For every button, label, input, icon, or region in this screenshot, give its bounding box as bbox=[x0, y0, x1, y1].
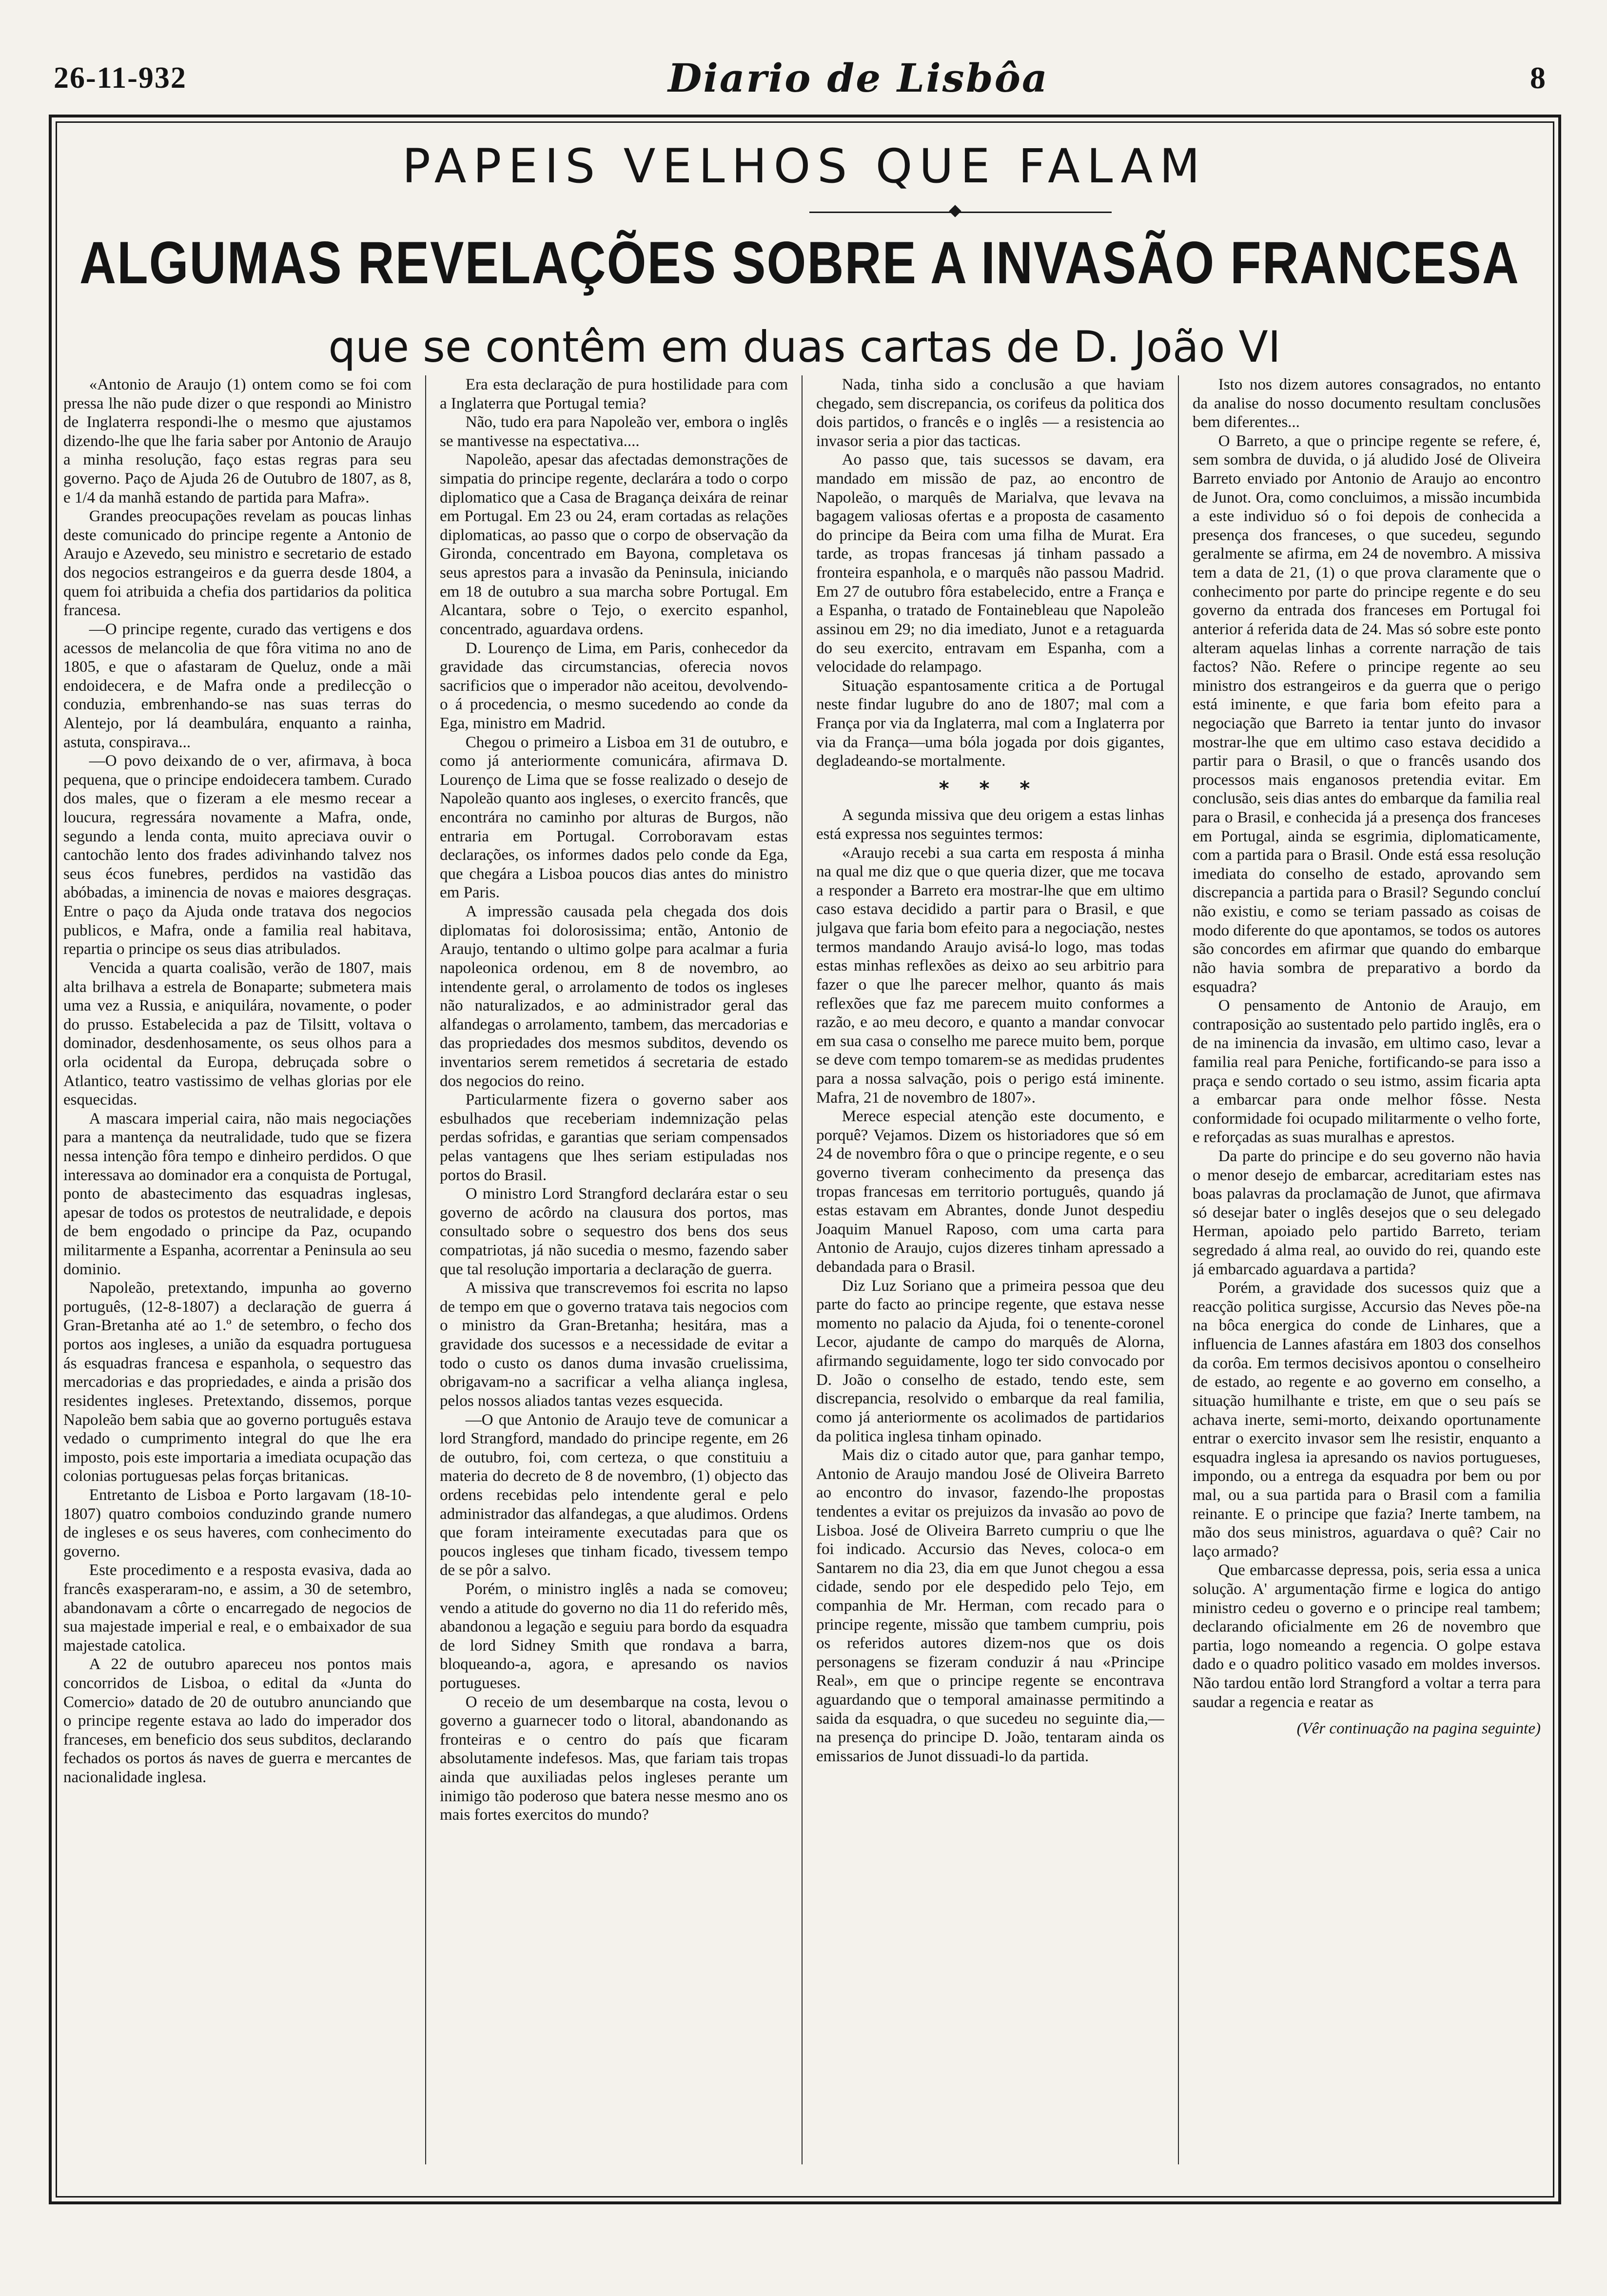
paragraph: A 22 de outubro apareceu nos pontos mais concorridos de Lisboa, o edital da «Junta do Comercio» datado de 20 de outubro anunciando que o principe regente estava ao lado do imperador dos franceses, em beneficio dos seus subditos, declarando fechados os portos ás naves de guerra e mercantes de nacionalidade inglesa. bbox=[63, 1655, 412, 1787]
column-divider bbox=[425, 375, 426, 2164]
paragraph: Merece especial atenção este documento, e porquê? Vejamos. Dizem os historiadores que só em 24 de novembro fôra o que o principe regente, e o seu governo tiveram conhecimento da presença das tropas francesas em territorio português, quando já estas estavam em Abrantes, donde Junot despediu Joaquim Manuel Raposo, com uma carta para Antonio de Araujo, cujos dizeres tinham apressado a debandada para o Brasil. bbox=[816, 1108, 1164, 1276]
paragraph: D. Lourenço de Lima, em Paris, conhecedor da gravidade das circumstancias, oferecia novos sacrificios que o imperador não aceitou, devolvendo-o á procedencia, o mesmo sucedendo ao conde da Ega, ministro em Madrid. bbox=[440, 639, 788, 732]
ornamental-rule bbox=[809, 210, 1112, 214]
paragraph: «Araujo recebi a sua carta em resposta á minha na qual me diz que o que queria dizer, que me tocava a responder a Barreto era mostrar-lhe que em ultimo caso estava decidido a partir para o Brasil, e que julgava que faria bom efeito para a negociação, nestes termos mandando Araujo avisá-lo logo, mas todas estas minhas reflexões as deixo ao seu arbitrio para fazer o que lhe parecer melhor, quanto ás mais reflexões que faz me parecem muito conformes a razão, e ao meu decoro, e quanto a mandar convocar em sua casa o conselho me parece muito bem, porque se deve com tempo tomarem-se as medidas prudentes para a nossa salvação, pois o perigo está iminente. Mafra, 21 de novembro de 1807». bbox=[816, 844, 1164, 1107]
paragraph: Grandes preocupações revelam as poucas linhas deste comunicado do principe regente a Antonio de Araujo e Azevedo, seu ministro e secretario de estado dos negocios estrangeiros e da guerra desde 1804, a quem foi atribuida a chefia dos partidarios da politica francesa. bbox=[63, 507, 412, 620]
page-number: 8 bbox=[1529, 60, 1546, 95]
column-divider bbox=[802, 375, 803, 2164]
masthead bbox=[54, 49, 1546, 107]
paragraph: A mascara imperial caira, não mais negociações para a mantença da neutralidade, tudo que se fizera nessa intenção fôra tempo e dinheiro perdidos. O que interessava ao dominador era a conquista de Portugal, ponto de abastecimento das esquadras inglesas, apesar de todos os protestos de neutralidade, e depois de bem engodado o principe da Paz, ocupando militarmente a Espanha, acorrentar a Peninsula ao seu dominio. bbox=[63, 1109, 412, 1278]
paragraph: —O principe regente, curado das vertigens e dos acessos de melancolia de que fôra vitima no ano de 1805, e que o afastaram de Queluz, onde a mãi endoidecera, e de Mafra onde a predilecção o conduzia, embrenhando-se nas suas terras do Alentejo, por lá deambulára, enquanto a rainha, astuta, conspirava... bbox=[63, 620, 412, 751]
paragraph: Este procedimento e a resposta evasiva, dada ao francês exasperaram-no, e assim, a 30 de setembro, abandonavam a côrte o encarregado de negocios de sua majestade imperial e real, e o embaixador de sua majestade catolica. bbox=[63, 1561, 412, 1654]
section-separator: * * * bbox=[939, 777, 1042, 800]
newspaper-name: Diario de Lisbôa bbox=[668, 55, 1049, 101]
paragraph: Porém, o ministro inglês a nada se comoveu; vendo a atitude do governo no dia 11 do referido mês, abandonou a legação e seguiu para bordo da esquadra de lord Sidney Smith que rondava a barra, bloqueando-a, agora, e apresando os navios portugueses. bbox=[440, 1580, 788, 1693]
column-4 bbox=[1193, 375, 1541, 2164]
paragraph: Que embarcasse depressa, pois, seria essa a unica solução. A' argumentação firme e logica do antigo ministro cedeu o governo e o principe real tambem; declarando oficialmente em 26 de novembro que partia, logo nomeando a regencia. O golpe estava dado e o quadro politico vasado em moldes inversos. Não tardou então lord Strangford a voltar a terra para saudar a regencia e reatar as bbox=[1193, 1561, 1541, 1711]
paragraph: Napoleão, apesar das afectadas demonstrações de simpatia do principe regente, declarára a todo o corpo diplomatico que a Casa de Bragança deixára de reinar em Portugal. Em 23 ou 24, eram cortadas as relações diplomaticas, ao passo que o corpo de observação da Gironda, concentrado em Bayona, completava os seus aprestos para a invasão da Peninsula, iniciando em 18 de outubro a sua marcha sobre Portugal. Em Alcantara, sobre o Tejo, o exercito espanhol, concentrado, aguardava ordens. bbox=[440, 451, 788, 638]
column-3 bbox=[816, 375, 1164, 2164]
paragraph: —O que Antonio de Araujo teve de comunicar a lord Strangford, mandado do principe regente, em 26 de outubro, foi, com certeza, o que constituiu a materia do decreto de 8 de novembro, (1) objecto das ordens recebidas pelo intendente geral e pelo administrador das alfandegas, a que aludimos. Ordens que foram inteiramente executadas para que os poucos ingleses que tinham ficado, tivessem tempo de se pôr a salvo. bbox=[440, 1411, 788, 1579]
column-2 bbox=[440, 375, 788, 2164]
headline: ALGUMAS REVELAÇÕES SOBRE A INVASÃO FRANCESA bbox=[79, 230, 1520, 297]
paragraph: Napoleão, pretextando, impunha ao governo português, (12-8-1807) a declaração de guerra á Gran-Bretanha até ao 1.º de setembro, o fecho dos portos aos ingleses, a união da esquadra portuguesa ás esquadras francesa e espanhola, o sequestro das mercadorias e das propriedades, e ainda a prisão dos residentes ingleses. Pretextando, dissemos, porque Napoleão bem sabia que ao governo português estava vedado o cumprimento integral do que lhe era imposto, pois este importaria a imediata ocupação das colonias portuguesas pelas forças britanicas. bbox=[63, 1279, 412, 1485]
paragraph: Entretanto de Lisboa e Porto largavam (18-10-1807) quatro comboios conduzindo grande numero de ingleses e os seus haveres, com conhecimento do governo. bbox=[63, 1486, 412, 1560]
paragraph: Chegou o primeiro a Lisboa em 31 de outubro, e como já anteriormente comunicára, afirmava D. Lourenço de Lima que se fosse realizado o desejo de Napoleão quanto aos ingleses, o exercito francês, que encontrára no caminho por alturas de Burgos, não entraria em Portugal. Corroboravam estas declarações, os informes dados pelo conde da Ega, que chegára a Lisboa poucos dias antes do ministro em Paris. bbox=[440, 733, 788, 902]
issue-date: 26-11-932 bbox=[54, 61, 187, 95]
continuation-note: (Vêr continuação na pagina seguinte) bbox=[1296, 1720, 1541, 1738]
paragraph: Situação espantosamente critica a de Portugal neste findar lugubre do ano de 1807; mal com a França por via da Inglaterra, mal com a Inglaterra por via da França—uma bóla jogada por dois gigantes, degladeando-se mortalmente. bbox=[816, 677, 1164, 770]
column-1 bbox=[63, 375, 412, 2164]
paragraph: O ministro Lord Strangford declarára estar o seu governo de acôrdo na clausura dos portos, mas consultado sobre o sequestro dos bens dos seus compatriotas, já não sucedia o mesmo, fazendo saber que tal resolução importaria a declaração de guerra. bbox=[440, 1185, 788, 1278]
paragraph: Não, tudo era para Napoleão ver, embora o inglês se mantivesse na espectativa.... bbox=[440, 413, 788, 450]
subheadline: que se contêm em duas cartas de D. João VI bbox=[328, 322, 1281, 372]
paragraph: O receio de um desembarque na costa, levou o governo a guarnecer todo o litoral, abandonando as fronteiras e o centro do país que ficaram absolutamente indefesos. Mas, que fariam tais tropas ainda que auxiliadas pelos ingleses perante um inimigo tão poderoso que batera nesse mesmo ano os mais fortes exercitos do mundo? bbox=[440, 1693, 788, 1824]
paragraph: Vencida a quarta coalisão, verão de 1807, mais alta brilhava a estrela de Bonaparte; submetera mais uma vez a Russia, e aniquilára, novamente, o poder do prusso. Estabelecida a paz de Tilsitt, voltava o dominador, desdenhosamente, os seus olhos para a orla ocidental da Europa, debruçada sobre o Atlantico, teatro vastissimo de velhas glorias por ele esquecidas. bbox=[63, 959, 412, 1109]
article-body bbox=[63, 375, 1541, 2164]
paragraph: Ao passo que, tais sucessos se davam, era mandado em missão de paz, ao encontro de Napoleão, o marquês de Marialva, que levava na bagagem valiosas ofertas e a proposta de casamento do principe da Beira com uma filha de Murat. Era tarde, as tropas francesas já tinham passado a fronteira espanhola, e o marquês não passou Madrid. Em 27 de outubro fôra estabelecido, entre a França e a Espanha, o tratado de Fontainebleau que Napoleão assinou em 29; no dia imediato, Junot e a retaguarda do seu exercito, entravam em Espanha, com a velocidade do relampago. bbox=[816, 451, 1164, 676]
paragraph: «Antonio de Araujo (1) ontem como se foi com pressa lhe não pude dizer o que respondi ao Ministro de Inglaterra respondi-lhe o mesmo que ajustamos dizendo-lhe que lhe faria saber por Antonio de Araujo a minha resolução, faço estas regras para seu governo. Paço de Ajuda 26 de Outubro de 1807, as 8, e 1/4 da manhã estando de partida para Mafra». bbox=[63, 376, 412, 506]
paragraph: Isto nos dizem autores consagrados, no entanto da analise do nosso documento resultam conclusões bem diferentes... bbox=[1193, 376, 1541, 431]
paragraph: Da parte do principe e do seu governo não havia o menor desejo de embarcar, acreditariam estes nas boas palavras da proclamação de Junot, que afirmava só desejar bater o inglês desejos que o seu delegado Herman, apoiado pelo partido Barreto, teriam segredado á alma real, ao ouvido do rei, quando este já embarcado aguardava a partida? bbox=[1193, 1147, 1541, 1278]
paragraph: O Barreto, a que o principe regente se refere, é, sem sombra de duvida, o já aludido José de Oliveira Barreto enviado por Antonio de Araujo ao encontro de Junot. Ora, como concluimos, a missão incumbida a este individuo só o foi depois de conhecida a presença dos franceses, o que sucedeu, segundo geralmente se afirma, em 24 de novembro. A missiva tem a data de 21, (1) o que prova claramente que o conhecimento por parte do principe regente e do seu governo da entrada dos franceses em Portugal foi anterior á referida data de 24. Mas só sobre este ponto alteram aquelas linhas a corrente narração de tais factos? Não. Refere o principe regente ao seu ministro dos estrangeiros e da guerra que o perigo está iminente, e que faria bom efeito para a negociação que Barreto ia tentar junto do invasor mostrar-lhe que em ultimo caso estava decidido a partir para o Brasil, o que o francês usando dos processos mais enganosos pretendia evitar. Em conclusão, seis dias antes do embarque da familia real para o Brasil, e conhecida já a presença dos franceses em Portugal, ainda se esgrimia, diplomaticamente, com a partida para o Brasil. Onde está essa resolução imediata do conselho de estado, aprovando sem discrepancia a partida para o Brasil? Segundo concluí não existiu, e como se teriam passado as coisas de modo diferente do que apontamos, se todos os autores são concordes em afirmar que quando do embarque não havia sombra de preparativo a bordo da esquadra? bbox=[1193, 432, 1541, 996]
column-divider bbox=[1178, 375, 1179, 2164]
paragraph: O pensamento de Antonio de Araujo, em contraposição ao sustentado pelo partido inglês, era o de na iminencia da invasão, em ultimo caso, levar a familia real para Peniche, fortificando-se para isso a praça e sendo cortado o seu istmo, assim ficaria apta a embarcar para onde melhor fôsse. Nesta conformidade foi ocupado militarmente o velho forte, e reforçadas as suas muralhas e aprestos. bbox=[1193, 997, 1541, 1147]
paragraph: Mais diz o citado autor que, para ganhar tempo, Antonio de Araujo mandou José de Oliveira Barreto ao encontro do invasor, fazendo-lhe propostas tendentes a evitar os prejuizos da invasão ao povo de Lisboa. José de Oliveira Barreto cumpriu o que lhe foi indicado. Accursio das Neves, coloca-o em Santarem no dia 23, dia em que Junot chegou a essa cidade, sendo por ele despedido pelo Tejo, em companhia de Mr. Herman, com recado para o principe regente, missão que tambem cumpriu, pois os referidos autores dizem-nos que os dois personagens se fizeram conduzir á nau «Principe Real», em que o principe regente se encontrava aguardando que o temporal amainasse permitindo a saida da esquadra, o que sucedeu no seguinte dia,—na presença do principe D. João, tentaram ainda os emissarios de Junot dissuadi-lo da partida. bbox=[816, 1446, 1164, 1765]
series-title: PAPEIS VELHOS QUE FALAM bbox=[402, 139, 1207, 194]
paragraph: —O povo deixando de o ver, afirmava, à boca pequena, que o principe endoidecera tambem. Curado dos males, que o fizeram a ele mesmo recear a loucura, regressára novamente a Mafra, onde, segundo a lenda conta, muito apreciava ouvir o cantochão lento dos frades adivinhando talvez nos seus écos funebres, perdidos na vastidão das abóbadas, a iminencia de novas e maiores desgraças. Entre o paço da Ajuda onde tratava dos negocios publicos, e Mafra, onde a familia real habitava, repartia o principe os seus dias atribulados. bbox=[63, 752, 412, 958]
paragraph: A missiva que transcrevemos foi escrita no lapso de tempo em que o governo tratava tais negocios com o ministro da Gran-Bretanha; hesitára, mas a gravidade dos sucessos e a necessidade de evitar a todo o custo os danos duma invasão cruelissima, obrigavam-no a sacrificar a velha aliança inglesa, pelos nossos aliados tantas vezes esquecida. bbox=[440, 1279, 788, 1410]
paragraph: Era esta declaração de pura hostilidade para com a Inglaterra que Portugal temia? bbox=[440, 376, 788, 412]
paragraph: Particularmente fizera o governo saber aos esbulhados que receberiam indemnização pelas perdas sofridas, e garantias que seriam compensados pelas vantagens que lhes seriam estipuladas nos portos do Brasil. bbox=[440, 1091, 788, 1184]
paragraph: Diz Luz Soriano que a primeira pessoa que deu parte do facto ao principe regente, que estava nesse momento no palacio da Ajuda, foi o tenente-coronel Lecor, ajudante de campo do marquês de Alorna, afirmando seguidamente, logo ter sido convocado por D. João o conselho de estado, tendo este, sem discrepancia, resolvido o embarque da real familia, como já anteriormente os acolimados de partidarios da politica inglesa tinham opinado. bbox=[816, 1277, 1164, 1445]
paragraph: Porém, a gravidade dos sucessos quiz que a reacção politica surgisse, Accursio das Neves põe-na na bôca energica do conde de Linhares, que a influencia de Lannes afastára em 1803 dos conselhos da corôa. Em termos decisivos apontou o conselheiro de estado, ao regente e ao governo em conselho, a situação humilhante e triste, em que o seu país se achava inerte, semi-morto, deixando oportunamente entrar o exercito invasor sem lhe resistir, enquanto a esquadra inglesa ia apresando os navios portugueses, impondo, ou a entrega da esquadra por bem ou por mal, ou a sua partida para o Brasil com a familia reinante. E o principe que fazia? Inerte tambem, na mão dos seus ministros, aguardava o quê? Cair no laço armado? bbox=[1193, 1279, 1541, 1560]
paragraph: A segunda missiva que deu origem a estas linhas está expressa nos seguintes termos: bbox=[816, 806, 1164, 843]
paragraph: Nada, tinha sido a conclusão a que haviam chegado, sem discrepancia, os corifeus da politica dos dois partidos, o francês e o inglês — a resistencia ao invasor seria a pior das tacticas. bbox=[816, 376, 1164, 450]
paragraph: A impressão causada pela chegada dos dois diplomatas foi dolorosissima; então, Antonio de Araujo, tentando o ultimo golpe para acalmar a furia napoleonica ordenou, em 8 de novembro, ao intendente geral, o arrolamento de todos os ingleses não naturalizados, e ao administrador geral das alfandegas o arrolamento, tambem, das mercadorias e das propriedades dos mesmos subditos, devendo os inventarios serem remetidos á secretaria de estado dos negocios do reino. bbox=[440, 903, 788, 1090]
